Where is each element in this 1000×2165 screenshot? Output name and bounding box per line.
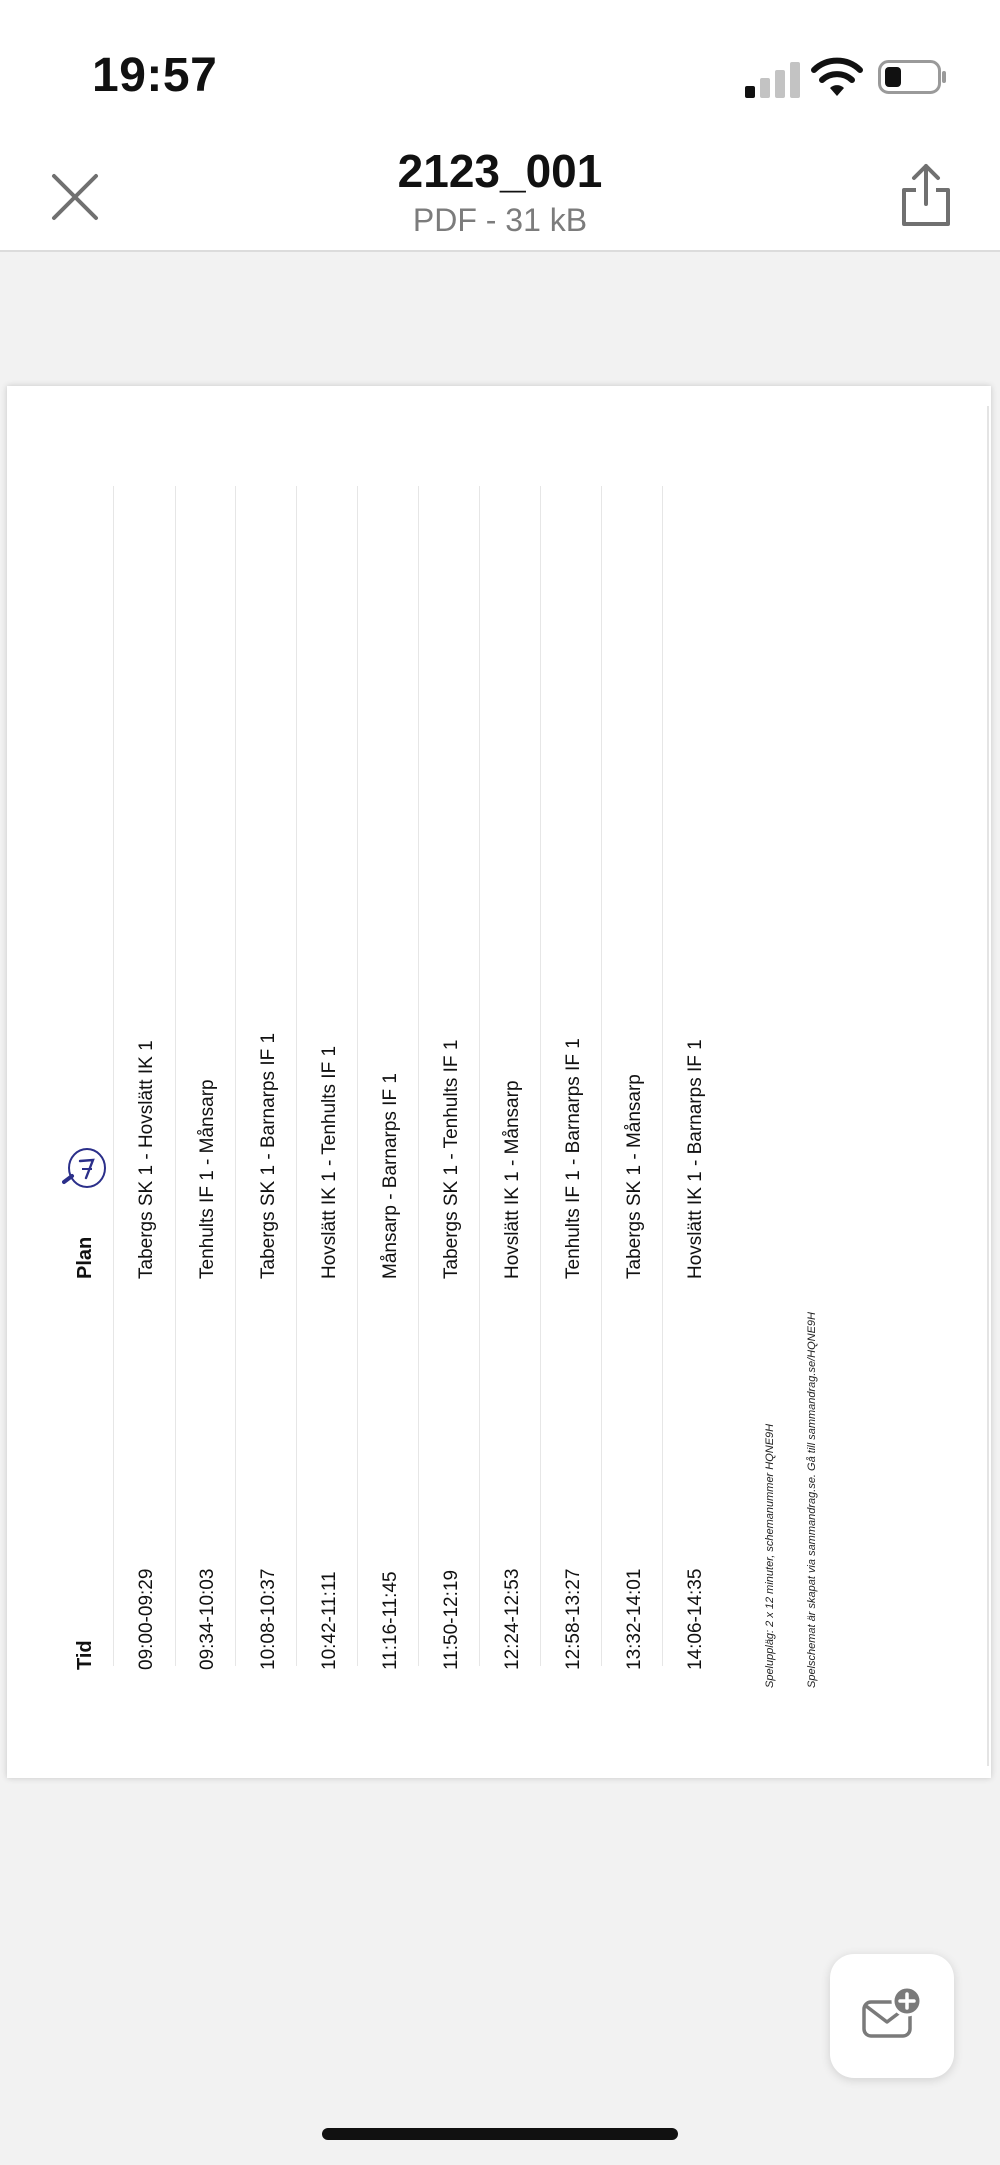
row-divider xyxy=(540,486,541,1666)
row-match: Hovslätt IK 1 - Tenhults IF 1 xyxy=(319,1045,340,1279)
row-match: Tabergs SK 1 - Månsarp xyxy=(624,1074,645,1279)
wifi-icon xyxy=(810,56,864,100)
share-icon[interactable] xyxy=(896,160,956,230)
row-time: 09:00-09:29 xyxy=(136,1568,157,1670)
row-time: 14:06-14:35 xyxy=(685,1568,706,1670)
row-time: 11:16-11:45 xyxy=(380,1571,401,1670)
header-plan: Plan xyxy=(74,1236,96,1279)
row-match: Tenhults IF 1 - Månsarp xyxy=(197,1079,218,1279)
row-divider xyxy=(235,486,236,1666)
status-time: 19:57 xyxy=(92,49,218,102)
row-match: Tabergs SK 1 - Hovslätt IK 1 xyxy=(136,1040,157,1279)
cellular-signal-icon xyxy=(745,62,801,98)
row-match: Hovslätt IK 1 - Månsarp xyxy=(502,1080,523,1279)
row-time: 10:08-10:37 xyxy=(258,1568,279,1670)
row-time: 11:50-12:19 xyxy=(441,1569,462,1670)
row-match: Tabergs SK 1 - Barnarps IF 1 xyxy=(258,1032,279,1279)
mail-add-icon xyxy=(860,1984,924,2048)
row-match: Månsarp - Barnarps IF 1 xyxy=(380,1073,401,1279)
row-divider xyxy=(357,486,358,1666)
row-divider xyxy=(479,486,480,1666)
row-time: 10:42-11:11 xyxy=(319,1571,340,1670)
battery-icon xyxy=(878,60,948,94)
footer-note-source: Spelschemat är skapat via sammandrag.se. Gå till sammandrag.se/HQNE9H xyxy=(806,1312,818,1688)
row-time: 12:58-13:27 xyxy=(563,1568,584,1670)
row-divider xyxy=(418,486,419,1666)
row-match: Hovslätt IK 1 - Barnarps IF 1 xyxy=(685,1039,706,1279)
mail-add-button[interactable] xyxy=(830,1954,954,2078)
row-time: 09:34-10:03 xyxy=(197,1568,218,1670)
footer-note-format: Speluppläg: 2 x 12 minuter, schemanummer HQNE9H xyxy=(764,1423,776,1688)
header-tid: Tid xyxy=(74,1640,96,1670)
document-subtitle: PDF - 31 kB xyxy=(412,202,588,238)
scan-edge xyxy=(987,406,989,1766)
navigation-bar xyxy=(0,140,1000,252)
row-time: 13:32-14:01 xyxy=(624,1568,645,1670)
row-match: Tabergs SK 1 - Tenhults IF 1 xyxy=(441,1039,462,1279)
document-title: 2123_001 xyxy=(397,145,603,197)
handwritten-plan-number xyxy=(62,1146,108,1190)
pdf-page[interactable] xyxy=(7,386,991,1778)
row-divider xyxy=(113,486,114,1666)
home-indicator[interactable] xyxy=(322,2128,678,2140)
status-bar xyxy=(0,0,1000,140)
row-match: Tenhults IF 1 - Barnarps IF 1 xyxy=(563,1038,584,1279)
row-divider xyxy=(601,486,602,1666)
row-time: 12:24-12:53 xyxy=(502,1568,523,1670)
row-divider xyxy=(296,486,297,1666)
row-divider xyxy=(175,486,176,1666)
row-divider xyxy=(662,486,663,1666)
